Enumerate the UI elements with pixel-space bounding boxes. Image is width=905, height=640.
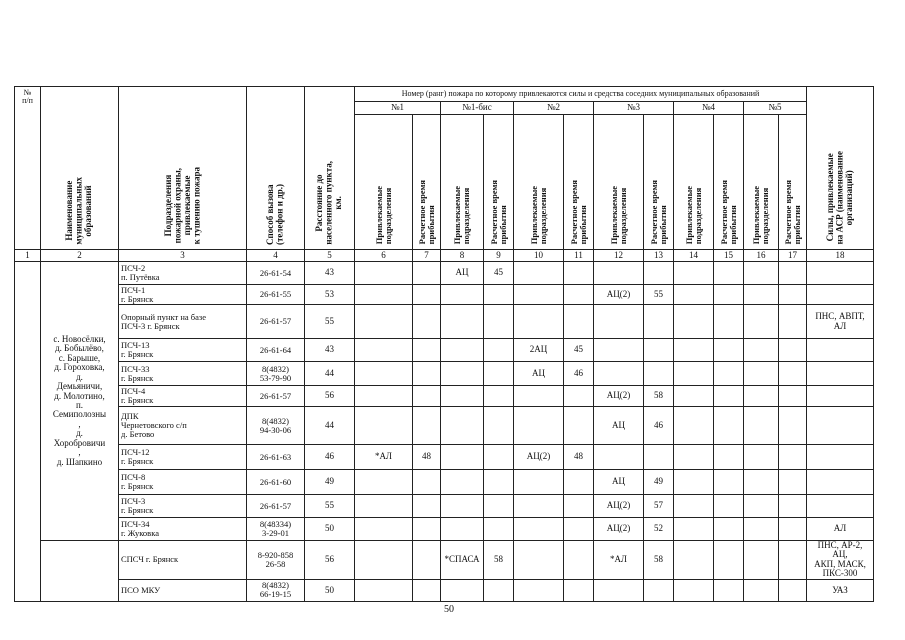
- column-number: 16: [744, 250, 779, 262]
- assigned-units: [355, 407, 413, 445]
- assigned-units: [355, 262, 413, 285]
- arrival-time: [413, 495, 441, 518]
- arrival-time: [484, 579, 514, 601]
- unit-name: ПСЧ-13 г. Брянск: [119, 339, 247, 362]
- asr-forces: [807, 339, 874, 362]
- header-sub-time: [484, 115, 514, 250]
- header-call-text: Способ вызова (телефон и др.): [265, 183, 285, 245]
- column-number: 17: [779, 250, 807, 262]
- arrival-time: [714, 386, 744, 407]
- header-asr: [807, 87, 874, 250]
- distance: 43: [305, 262, 355, 285]
- unit-name: ПСО МКУ: [119, 579, 247, 601]
- asr-forces: [807, 470, 874, 495]
- arrival-time: [564, 541, 594, 580]
- asr-forces: ПНС, АВПТ, АЛ: [807, 305, 874, 339]
- unit-name: ДПК Чернетовского с/п д. Бетово: [119, 407, 247, 445]
- assigned-units: [674, 339, 714, 362]
- header-sub-time: [779, 115, 807, 250]
- assigned-units: [744, 518, 779, 541]
- assigned-units: [674, 305, 714, 339]
- phone: 26-61-57: [247, 386, 305, 407]
- header-rank: №1-бис: [441, 102, 514, 115]
- header-call: [247, 87, 305, 250]
- arrival-time: 52: [644, 518, 674, 541]
- asr-forces: ПНС, АР-2, АЦ, АКП, МАСК, ПКС-300: [807, 541, 874, 580]
- arrival-time: [714, 470, 744, 495]
- arrival-time: [564, 579, 594, 601]
- assigned-units: *АЛ: [355, 445, 413, 470]
- distance: 43: [305, 339, 355, 362]
- unit-name: СПСЧ г. Брянск: [119, 541, 247, 580]
- header-sub-time-text: Расчетное время прибытия: [648, 180, 668, 245]
- arrival-time: 45: [484, 262, 514, 285]
- phone: 8(4832) 53-79-90: [247, 362, 305, 386]
- arrival-time: [644, 445, 674, 470]
- fire-units-table: [14, 86, 874, 602]
- assigned-units: [674, 362, 714, 386]
- table-row: [15, 386, 874, 407]
- arrival-time: [564, 470, 594, 495]
- arrival-time: [714, 262, 744, 285]
- distance: 56: [305, 541, 355, 580]
- arrival-time: [484, 362, 514, 386]
- assigned-units: [674, 518, 714, 541]
- header-sub-time: [564, 115, 594, 250]
- arrival-time: [564, 262, 594, 285]
- phone: 8(4832) 66-19-15: [247, 579, 305, 601]
- arrival-time: [714, 445, 744, 470]
- arrival-time: [779, 262, 807, 285]
- assigned-units: [744, 386, 779, 407]
- arrival-time: 58: [644, 541, 674, 580]
- phone: 26-61-55: [247, 285, 305, 305]
- page-number: 50: [444, 604, 454, 615]
- table-row: [15, 305, 874, 339]
- arrival-time: [714, 407, 744, 445]
- arrival-time: 48: [413, 445, 441, 470]
- arrival-time: [779, 339, 807, 362]
- area-cell-empty: [41, 541, 119, 602]
- assigned-units: [441, 470, 484, 495]
- arrival-time: [564, 495, 594, 518]
- column-number: 2: [41, 250, 119, 262]
- phone: 26-61-60: [247, 470, 305, 495]
- column-number: 4: [247, 250, 305, 262]
- arrival-time: [413, 305, 441, 339]
- arrival-time: [779, 362, 807, 386]
- assigned-units: [514, 386, 564, 407]
- header-sub-units-text: Привлекаемые подразделения: [528, 186, 548, 245]
- arrival-time: [714, 339, 744, 362]
- arrival-time: [413, 262, 441, 285]
- arrival-time: 58: [644, 386, 674, 407]
- header-sub-units-text: Привлекаемые подразделения: [608, 186, 628, 245]
- table-row: [15, 541, 874, 580]
- assigned-units: [441, 495, 484, 518]
- assigned-units: [514, 495, 564, 518]
- arrival-time: [484, 339, 514, 362]
- header-asr-text: Силы, привлекаемые на АСР (наименование организаций): [824, 151, 854, 245]
- asr-forces: [807, 386, 874, 407]
- unit-name: ПСЧ-8 г. Брянск: [119, 470, 247, 495]
- unit-name: ПСЧ-34 г. Жуковка: [119, 518, 247, 541]
- arrival-time: 46: [644, 407, 674, 445]
- arrival-time: [413, 407, 441, 445]
- assigned-units: [355, 285, 413, 305]
- assigned-units: [674, 470, 714, 495]
- assigned-units: [355, 518, 413, 541]
- arrival-time: [714, 362, 744, 386]
- assigned-units: [355, 470, 413, 495]
- header-sub-time-text: Расчетное время прибытия: [718, 180, 738, 245]
- header-rank: №4: [674, 102, 744, 115]
- assigned-units: [674, 445, 714, 470]
- assigned-units: [594, 362, 644, 386]
- assigned-units: [355, 495, 413, 518]
- arrival-time: [714, 305, 744, 339]
- distance: 53: [305, 285, 355, 305]
- phone: 26-61-63: [247, 445, 305, 470]
- assigned-units: [514, 285, 564, 305]
- assigned-units: [594, 262, 644, 285]
- assigned-units: [744, 407, 779, 445]
- assigned-units: [441, 339, 484, 362]
- unit-name: Опорный пункт на базе ПСЧ-3 г. Брянск: [119, 305, 247, 339]
- arrival-time: [484, 407, 514, 445]
- arrival-time: [413, 579, 441, 601]
- arrival-time: [413, 362, 441, 386]
- arrival-time: 48: [564, 445, 594, 470]
- assigned-units: АЦ(2): [594, 285, 644, 305]
- arrival-time: [484, 470, 514, 495]
- arrival-time: 55: [644, 285, 674, 305]
- assigned-units: [355, 579, 413, 601]
- table-row: [15, 445, 874, 470]
- assigned-units: [355, 339, 413, 362]
- assigned-units: АЦ: [594, 470, 644, 495]
- header-sub-units-text: Привлекаемые подразделения: [373, 186, 393, 245]
- assigned-units: [674, 579, 714, 601]
- header-units-text: Подразделения пожарной охраны, привлекаемые к тушению пожара: [162, 167, 201, 245]
- assigned-units: [441, 386, 484, 407]
- distance: 56: [305, 386, 355, 407]
- column-number: 3: [119, 250, 247, 262]
- column-number: 10: [514, 250, 564, 262]
- column-number: 6: [355, 250, 413, 262]
- unit-name: ПСЧ-3 г. Брянск: [119, 495, 247, 518]
- assigned-units: [355, 386, 413, 407]
- column-number: 15: [714, 250, 744, 262]
- assigned-units: АЦ: [441, 262, 484, 285]
- header-number: № п/п: [15, 87, 41, 250]
- asr-forces: [807, 445, 874, 470]
- phone: 26-61-57: [247, 495, 305, 518]
- arrival-time: [413, 541, 441, 580]
- header-sub-time-text: Расчетное время прибытия: [568, 180, 588, 245]
- arrival-time: [779, 518, 807, 541]
- table-row: [15, 407, 874, 445]
- assigned-units: [744, 285, 779, 305]
- arrival-time: [779, 445, 807, 470]
- assigned-units: [594, 579, 644, 601]
- header-sub-units-text: Привлекаемые подразделения: [452, 186, 471, 245]
- arrival-time: [484, 518, 514, 541]
- arrival-time: 45: [564, 339, 594, 362]
- asr-forces: УАЗ: [807, 579, 874, 601]
- column-number: 5: [305, 250, 355, 262]
- asr-forces: [807, 407, 874, 445]
- header-sub-units: [514, 115, 564, 250]
- arrival-time: [413, 339, 441, 362]
- assigned-units: [744, 305, 779, 339]
- assigned-units: АЦ(2): [514, 445, 564, 470]
- unit-name: ПСЧ-4 г. Брянск: [119, 386, 247, 407]
- assigned-units: [674, 495, 714, 518]
- assigned-units: [744, 495, 779, 518]
- header-sub-units-text: Привлекаемые подразделения: [683, 186, 703, 245]
- asr-forces: [807, 262, 874, 285]
- arrival-time: [413, 518, 441, 541]
- column-number: 11: [564, 250, 594, 262]
- assigned-units: *СПАСА: [441, 541, 484, 580]
- asr-forces: [807, 495, 874, 518]
- arrival-time: 57: [644, 495, 674, 518]
- header-sub-time: [714, 115, 744, 250]
- assigned-units: [514, 518, 564, 541]
- arrival-time: [714, 495, 744, 518]
- header-rank: №2: [514, 102, 594, 115]
- header-rank: №3: [594, 102, 674, 115]
- column-number: 1: [15, 250, 41, 262]
- arrival-time: 46: [564, 362, 594, 386]
- arrival-time: [484, 386, 514, 407]
- distance: 49: [305, 470, 355, 495]
- arrival-time: [779, 470, 807, 495]
- table-row: [15, 285, 874, 305]
- table-row: [15, 470, 874, 495]
- arrival-time: [779, 386, 807, 407]
- assigned-units: АЦ: [514, 362, 564, 386]
- arrival-time: [779, 407, 807, 445]
- assigned-units: [441, 518, 484, 541]
- column-number: 18: [807, 250, 874, 262]
- distance: 44: [305, 407, 355, 445]
- assigned-units: [514, 579, 564, 601]
- assigned-units: [441, 579, 484, 601]
- arrival-time: [779, 285, 807, 305]
- distance: 50: [305, 518, 355, 541]
- phone: 26-61-57: [247, 305, 305, 339]
- column-number: 7: [413, 250, 441, 262]
- assigned-units: [744, 541, 779, 580]
- header-units: [119, 87, 247, 250]
- header-sub-time-text: Расчетное время прибытия: [782, 180, 802, 245]
- asr-forces: [807, 285, 874, 305]
- phone: 26-61-54: [247, 262, 305, 285]
- column-number: 14: [674, 250, 714, 262]
- assigned-units: [441, 305, 484, 339]
- assigned-units: [744, 579, 779, 601]
- arrival-time: [413, 285, 441, 305]
- phone: 8(4832) 94-30-06: [247, 407, 305, 445]
- header-sub-time-text: Расчетное время прибытия: [416, 180, 436, 245]
- arrival-time: [779, 541, 807, 580]
- assigned-units: [594, 305, 644, 339]
- assigned-units: [514, 407, 564, 445]
- assigned-units: [594, 445, 644, 470]
- header-sub-time: [413, 115, 441, 250]
- arrival-time: [484, 495, 514, 518]
- arrival-time: 49: [644, 470, 674, 495]
- header-sub-units: [674, 115, 714, 250]
- table-row: [15, 518, 874, 541]
- table-row: [15, 362, 874, 386]
- assigned-units: [514, 305, 564, 339]
- arrival-time: [779, 495, 807, 518]
- table-row: [15, 262, 874, 285]
- distance: 46: [305, 445, 355, 470]
- assigned-units: [674, 541, 714, 580]
- header-rank-group: Номер (ранг) пожара по которому привлекаются силы и средства соседних муниципальных образований: [355, 87, 807, 102]
- arrival-time: [413, 470, 441, 495]
- assigned-units: [674, 386, 714, 407]
- arrival-time: [484, 285, 514, 305]
- phone: 8-920-858 26-58: [247, 541, 305, 580]
- column-number: 12: [594, 250, 644, 262]
- arrival-time: [564, 518, 594, 541]
- assigned-units: [355, 362, 413, 386]
- assigned-units: [514, 470, 564, 495]
- arrival-time: [484, 445, 514, 470]
- assigned-units: [355, 541, 413, 580]
- row-number-cell: [15, 262, 41, 602]
- arrival-time: [564, 386, 594, 407]
- header-sub-units: [594, 115, 644, 250]
- distance: 50: [305, 579, 355, 601]
- header-sub-units: [355, 115, 413, 250]
- arrival-time: [644, 305, 674, 339]
- distance: 44: [305, 362, 355, 386]
- assigned-units: [674, 285, 714, 305]
- assigned-units: [441, 362, 484, 386]
- distance: 55: [305, 495, 355, 518]
- assigned-units: [744, 445, 779, 470]
- unit-name: ПСЧ-12 г. Брянск: [119, 445, 247, 470]
- assigned-units: [674, 407, 714, 445]
- assigned-units: [744, 339, 779, 362]
- unit-name: ПСЧ-33 г. Брянск: [119, 362, 247, 386]
- assigned-units: [441, 407, 484, 445]
- arrival-time: [644, 339, 674, 362]
- unit-name: ПСЧ-1 г. Брянск: [119, 285, 247, 305]
- assigned-units: *АЛ: [594, 541, 644, 580]
- header-sub-time-text: Расчетное время прибытия: [488, 180, 508, 245]
- arrival-time: [644, 579, 674, 601]
- assigned-units: АЦ(2): [594, 386, 644, 407]
- assigned-units: [514, 262, 564, 285]
- arrival-time: 58: [484, 541, 514, 580]
- column-number: 9: [484, 250, 514, 262]
- arrival-time: [779, 305, 807, 339]
- asr-forces: АЛ: [807, 518, 874, 541]
- column-number: 13: [644, 250, 674, 262]
- header-sub-units-text: Привлекаемые подразделения: [751, 186, 770, 245]
- header-area-text: Наименование муниципальных образований: [64, 176, 94, 245]
- assigned-units: [744, 470, 779, 495]
- arrival-time: [714, 541, 744, 580]
- arrival-time: [484, 305, 514, 339]
- header-rank: №1: [355, 102, 441, 115]
- arrival-time: [413, 386, 441, 407]
- arrival-time: [714, 579, 744, 601]
- column-number: 8: [441, 250, 484, 262]
- unit-name: ПСЧ-2 п. Путёвка: [119, 262, 247, 285]
- assigned-units: [441, 445, 484, 470]
- arrival-time: [644, 362, 674, 386]
- header-area: [41, 87, 119, 250]
- assigned-units: [441, 285, 484, 305]
- header-sub-time: [644, 115, 674, 250]
- arrival-time: [564, 305, 594, 339]
- assigned-units: [594, 339, 644, 362]
- assigned-units: [744, 262, 779, 285]
- phone: 26-61-64: [247, 339, 305, 362]
- assigned-units: АЦ: [594, 407, 644, 445]
- distance: 55: [305, 305, 355, 339]
- header-distance: [305, 87, 355, 250]
- arrival-time: [644, 262, 674, 285]
- arrival-time: [564, 407, 594, 445]
- area-cell: с. Новосёлки, д. Бобылёво, с. Барыше, д. Гороховка, д. Демьяничи, д. Молотино, п. Семиполозны , д. Хоробровичи , д. Шапкино: [41, 262, 119, 541]
- asr-forces: [807, 362, 874, 386]
- assigned-units: [355, 305, 413, 339]
- header-rank: №5: [744, 102, 807, 115]
- header-sub-units: [744, 115, 779, 250]
- header-sub-units: [441, 115, 484, 250]
- assigned-units: АЦ(2): [594, 518, 644, 541]
- arrival-time: [564, 285, 594, 305]
- arrival-time: [779, 579, 807, 601]
- table-row: [15, 579, 874, 601]
- phone: 8(48334) 3-29-01: [247, 518, 305, 541]
- assigned-units: [674, 262, 714, 285]
- assigned-units: [514, 541, 564, 580]
- arrival-time: [714, 518, 744, 541]
- header-distance-text: Расстояние до населенного пункта, км.: [314, 160, 344, 245]
- assigned-units: АЦ(2): [594, 495, 644, 518]
- table-row: [15, 339, 874, 362]
- table-row: [15, 495, 874, 518]
- assigned-units: 2АЦ: [514, 339, 564, 362]
- arrival-time: [714, 285, 744, 305]
- assigned-units: [744, 362, 779, 386]
